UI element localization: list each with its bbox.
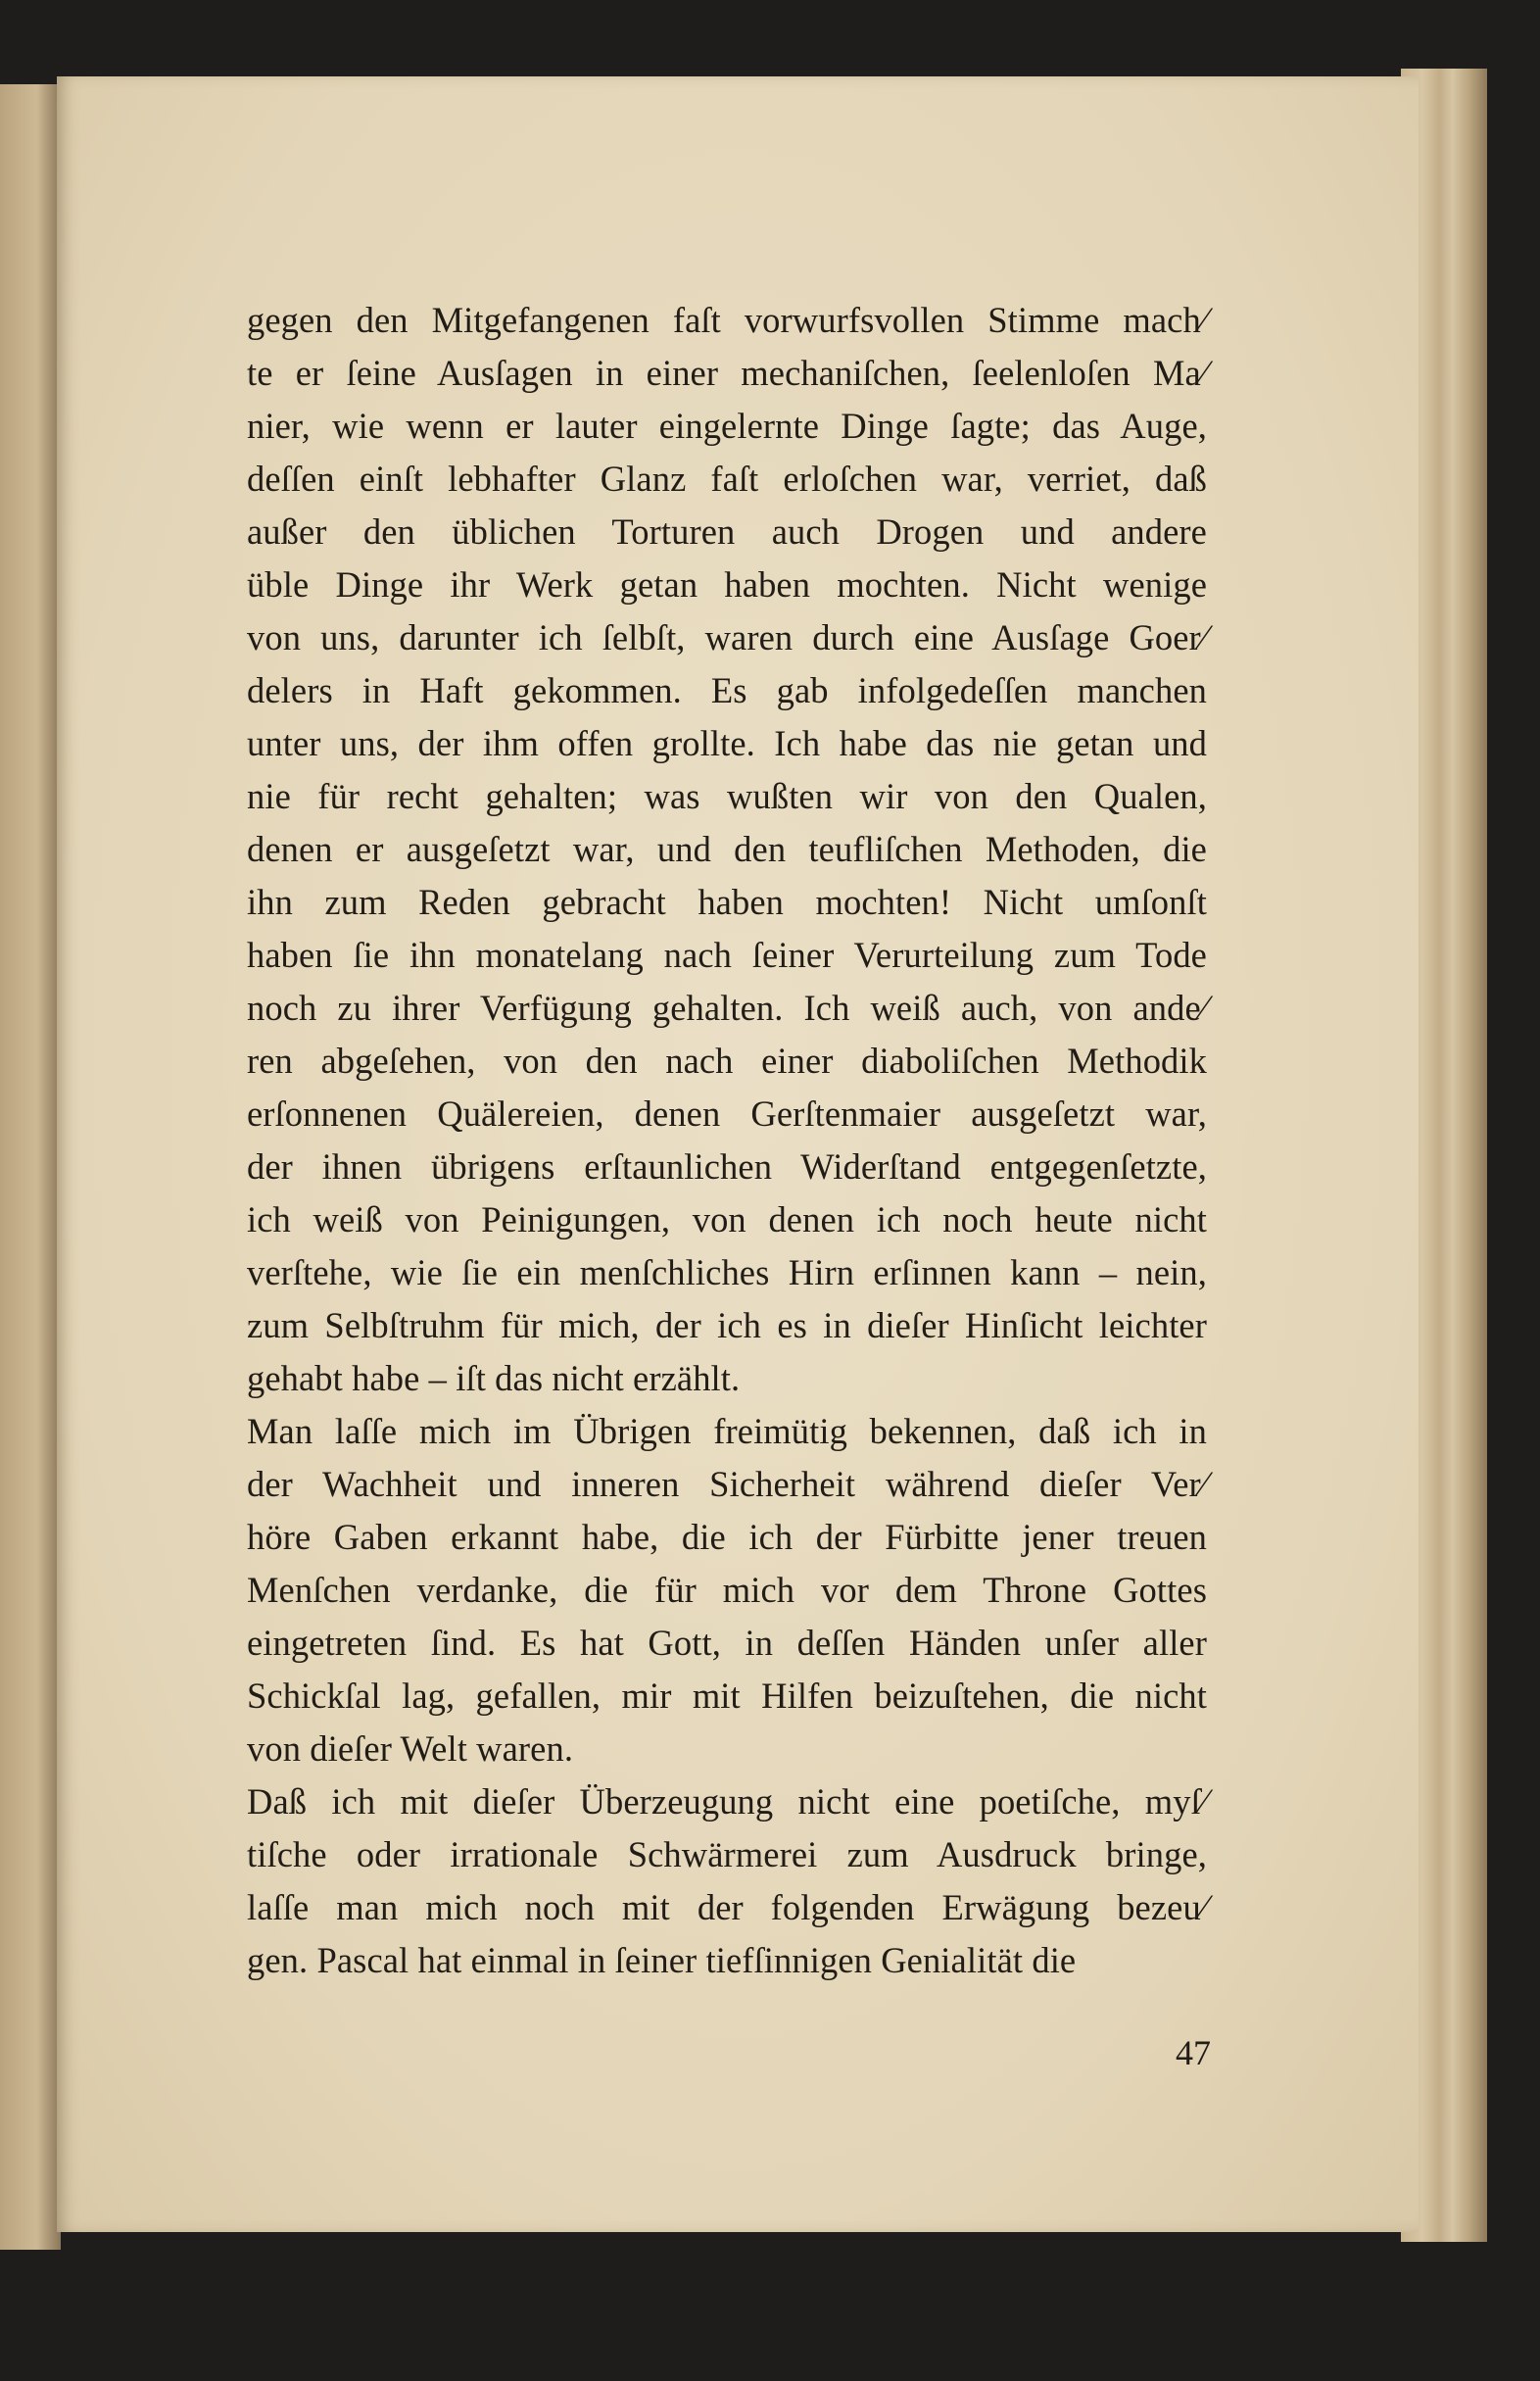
left-page-edge [0,84,61,2250]
text-line: Schickſal lag, gefallen, mir mit Hilfen beizuſtehen, die nicht [247,1676,1207,1716]
text-line: erſonnenen Quälereien, denen Gerſtenmaier ausgeſetzt war, [247,1093,1207,1134]
text-line: außer den üblichen Torturen auch Drogen und andere [247,511,1207,552]
text-line: Man laſſe mich im Übrigen freimütig bekennen, daß ich in [247,1411,1207,1451]
text-line: gegen den Mitgefangenen faſt vorwurfsvollen Stimme mach⁄ [247,300,1207,340]
text-line: unter uns, der ihm offen grollte. Ich habe das nie getan und [247,723,1207,763]
text-line: zum Selbſtruhm für mich, der ich es in dieſer Hinſicht leichter [247,1305,1207,1345]
page-number: 47 [1176,2033,1211,2072]
text-line: der ihnen übrigens erſtaunlichen Widerſtand entgegenſetzte, [247,1146,1207,1187]
text-line: ren abgeſehen, von den nach einer diaboliſchen Methodik [247,1041,1207,1081]
text-line: te er ſeine Ausſagen in einer mechaniſchen, ſeelenloſen Ma⁄ [247,353,1207,393]
text-line: laſſe man mich noch mit der folgenden Erwägung bezeu⁄ [247,1887,1207,1927]
text-line: denen er ausgeſetzt war, und den teufliſchen Methoden, die [247,829,1207,869]
text-line: von dieſer Welt waren. [247,1728,574,1769]
text-line: Daß ich mit dieſer Überzeugung nicht eine poetiſche, myſ⁄ [247,1781,1207,1822]
text-line: deſſen einſt lebhafter Glanz faſt erloſchen war, verriet, daß [247,459,1207,499]
text-line: nie für recht gehalten; was wußten wir von den Qualen, [247,776,1207,816]
text-line: nier, wie wenn er lauter eingelernte Dinge ſagte; das Auge, [247,406,1207,446]
text-line: Menſchen verdanke, die für mich vor dem Throne Gottes [247,1570,1207,1610]
text-line: verſtehe, wie ſie ein menſchliches Hirn erſinnen kann – nein, [247,1252,1207,1292]
text-line: haben ſie ihn monatelang nach ſeiner Verurteilung zum Tode [247,935,1207,975]
text-line: ihn zum Reden gebracht haben mochten! Nicht umſonſt [247,882,1207,922]
text-line: gen. Pascal hat einmal in ſeiner tiefſinnigen Genialität die [247,1940,1077,1980]
text-line: von uns, darunter ich ſelbſt, waren durch eine Ausſage Goer⁄ [247,617,1207,657]
text-line: ich weiß von Peinigungen, von denen ich noch heute nicht [247,1199,1207,1239]
text-line: eingetreten ſind. Es hat Gott, in deſſen Händen unſer aller [247,1623,1207,1663]
text-line: delers in Haft gekommen. Es gab infolgedeſſen manchen [247,670,1207,710]
text-line: gehabt habe – iſt das nicht erzählt. [247,1358,741,1398]
text-line: tiſche oder irrationale Schwärmerei zum Ausdruck bringe, [247,1834,1207,1874]
text-line: noch zu ihrer Verfügung gehalten. Ich weiß auch, von ande⁄ [247,988,1207,1028]
text-line: der Wachheit und inneren Sicherheit während dieſer Ver⁄ [247,1464,1207,1504]
body-text [247,294,1207,1987]
text-line: üble Dinge ihr Werk getan haben mochten. Nicht wenige [247,564,1207,605]
text-line: höre Gaben erkannt habe, die ich der Fürbitte jener treuen [247,1517,1207,1557]
